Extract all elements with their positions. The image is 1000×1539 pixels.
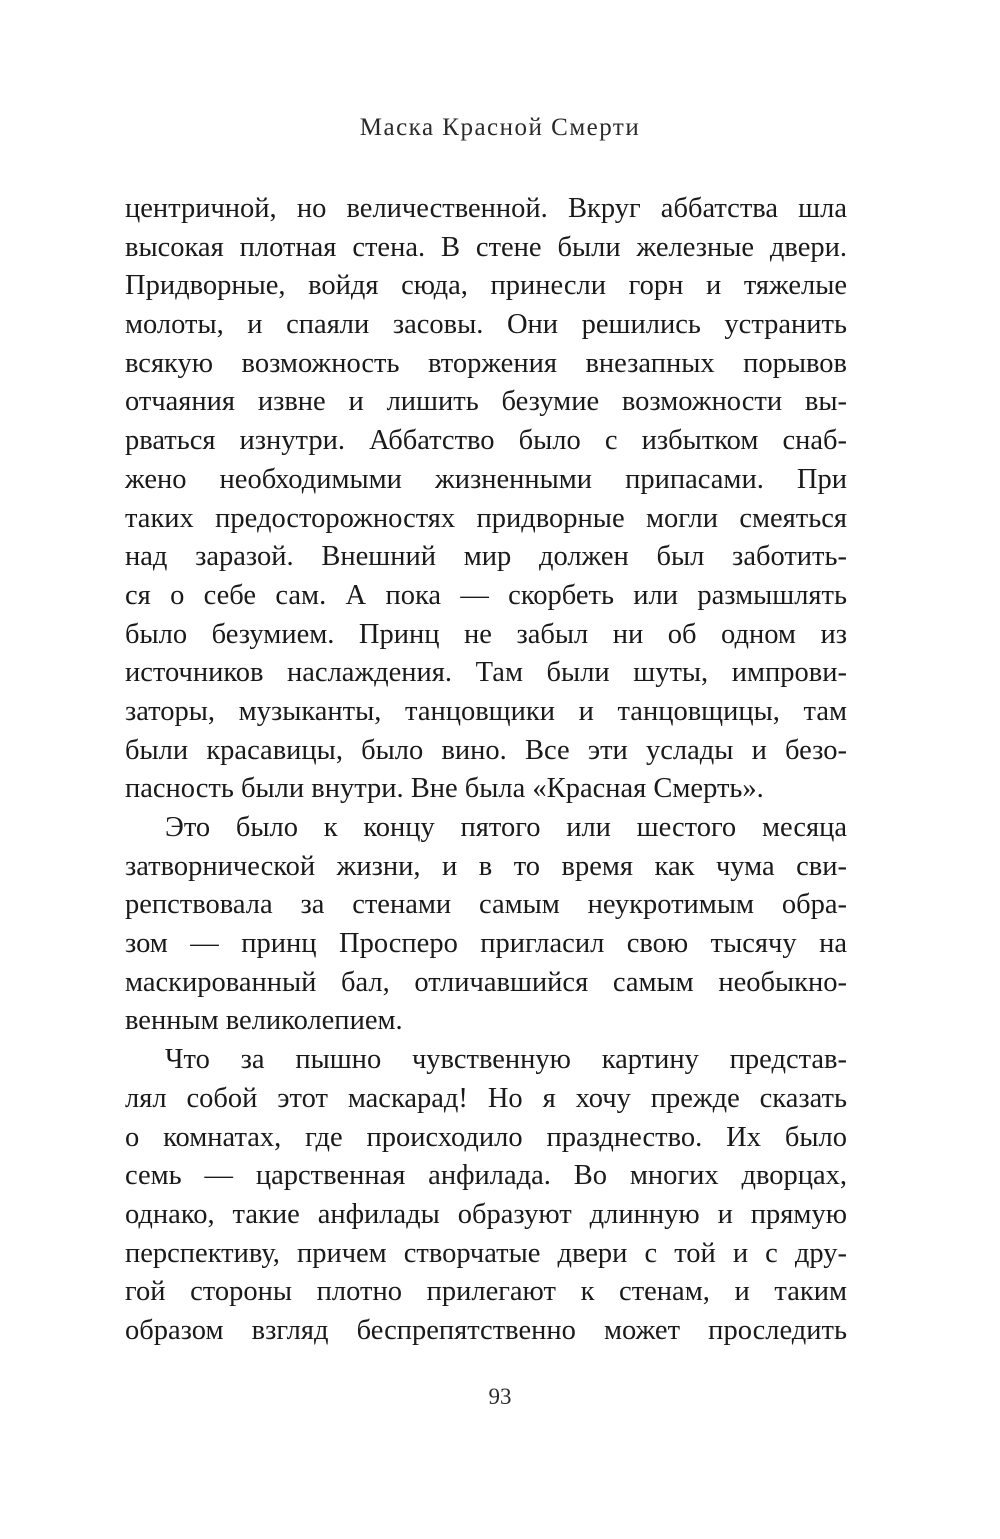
text-line: было безумием. Принц не забыл ни об одном из bbox=[125, 618, 847, 650]
text-line: образом взгляд беспрепятственно может проследить bbox=[125, 1314, 847, 1346]
text-line: центричной, но величественной. Вкруг аббатства шла bbox=[125, 193, 847, 224]
text-line: о комнатах, где происходило празднество. Их было bbox=[125, 1121, 847, 1153]
text-line: зом — принц Просперо пригласил свою тысячу на bbox=[125, 928, 847, 960]
text-line: заторы, музыканты, танцовщики и танцовщицы, там bbox=[125, 695, 847, 727]
text-line: пасность были внутри. Вне была «Красная Смерть». bbox=[125, 773, 764, 805]
text-line: молоты, и спаяли засовы. Они решились устранить bbox=[125, 309, 847, 341]
text-line: жено необходимыми жизненными припасами. При bbox=[125, 463, 847, 495]
text-line: лял собой этот маскарад! Но я хочу прежде сказать bbox=[125, 1082, 847, 1114]
body-text bbox=[125, 190, 847, 1351]
text-line: Придворные, войдя сюда, принесли горн и тяжелые bbox=[125, 270, 847, 302]
text-line: источников наслаждения. Там были шуты, импрови- bbox=[125, 657, 847, 689]
paragraph bbox=[125, 809, 847, 1041]
text-line: над заразой. Внешний мир должен был заботить- bbox=[125, 541, 847, 573]
text-line: венным великолепием. bbox=[125, 1005, 403, 1037]
text-line: семь — царственная анфилада. Во многих дворцах, bbox=[125, 1160, 847, 1192]
text-line: репствовала за стенами самым неукротимым обра- bbox=[125, 889, 847, 921]
text-line: гой стороны плотно прилегают к стенам, и таким bbox=[125, 1276, 847, 1308]
paragraph bbox=[125, 1041, 847, 1351]
text-line: маскированный бал, отличавшийся самым необыкно- bbox=[125, 966, 847, 998]
text-line: Что за пышно чувственную картину представ- bbox=[165, 1044, 847, 1076]
text-line: таких предосторожностях придворные могли смеяться bbox=[125, 502, 847, 534]
text-line: высокая плотная стена. В стене были железные двери. bbox=[125, 231, 847, 263]
text-line: перспективу, причем створчатые двери с той и с дру- bbox=[125, 1237, 847, 1269]
page-number: 93 bbox=[488, 1384, 512, 1409]
running-header: Маска Красной Смерти bbox=[359, 114, 641, 141]
paragraph bbox=[125, 190, 847, 809]
text-line: однако, такие анфилады образуют длинную и прямую bbox=[125, 1198, 847, 1230]
text-line: Это было к концу пятого или шестого месяца bbox=[165, 812, 847, 843]
text-line: были красавицы, было вино. Все эти услады и безо- bbox=[125, 734, 847, 766]
text-line: рваться изнутри. Аббатство было с избытком снаб- bbox=[125, 425, 847, 457]
text-line: отчаяния извне и лишить безумие возможности вы- bbox=[125, 386, 847, 418]
text-line: затворнической жизни, и в то время как чума сви- bbox=[125, 850, 847, 882]
text-line: ся о себе сам. А пока — скорбеть или размышлять bbox=[125, 579, 847, 611]
text-line: всякую возможность вторжения внезапных порывов bbox=[125, 347, 847, 379]
